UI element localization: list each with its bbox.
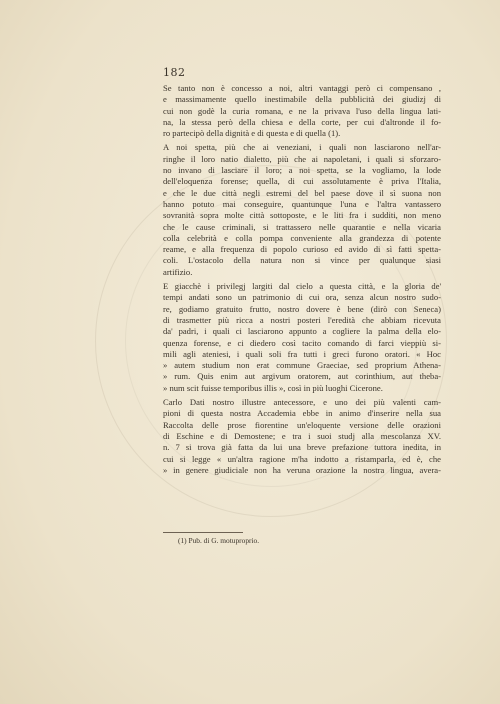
text-line: » rum. Quis enim aut argivum oratorem, aut corinthium, aut theba- — [163, 371, 441, 382]
text-line: na, la stessa però della chiesa e della corte, per cui d'altronde il fo- — [163, 116, 441, 127]
text-line: n. 7 si trova già fatta da lui una breve prefazione tuttora inedita, in — [163, 442, 441, 453]
text-line: da' padri, i quali ci lasciarono appunto a cogliere la palma della elo- — [163, 326, 441, 337]
text-line: reame, e alla frequenza di popolo curioso ed avido di sì fatti spetta- — [163, 244, 441, 255]
text-line: » num scit fuisse temporibus illis », così in più luoghi Cicerone. — [163, 382, 383, 393]
footnote-rule — [163, 532, 243, 533]
text-line: A noi spetta, più che ai veneziani, i quali non lasciarono nell'ar- — [163, 142, 441, 153]
text-line: colla celebrità e colla pompa conveniente alla grandezza di potente — [163, 232, 441, 243]
text-line: pioni di questa nostra Accademia ebbe in animo d'inserire nella sua — [163, 408, 441, 419]
text-line: e massimamente quello inestimabile della pubblicità dei giudizj di — [163, 94, 441, 105]
footnote: (1) Pub. di G. motuproprio. — [178, 536, 260, 545]
text-line: cui non godè la curia romana, e ne la privava l'uso della lingua lati- — [163, 105, 441, 116]
text-line: e che le due città negli estremi del bel paese dove il sì suona non — [163, 187, 441, 198]
text-line: coli. L'ostacolo della natura non si vince per qualunque siasi — [163, 255, 441, 266]
text-line: artifizio. — [163, 266, 193, 277]
text-line: E giacchè i privilegj largiti dal cielo a questa città, e la gloria de' — [163, 281, 441, 292]
text-line: re, godiamo gratuito frutto, nostro dovere è bene (dirò con Seneca) — [163, 303, 441, 314]
text-line: » autem studium non erat commune Graeciae, sed proprium Athena- — [163, 360, 441, 371]
text-line: di Eschine e di Demostene; e tra i suoi studj alla mescolanza XV. — [163, 430, 441, 441]
text-line: di trasmetter più ricca a nostri posteri l'eredità che abbiam ricevuta — [163, 314, 441, 325]
text-line: » in genere giudiciale non ha veruna orazione la nostra lingua, avera- — [163, 464, 441, 475]
page-number: 182 — [163, 66, 186, 79]
text-line: quenza forense, e ci diedero così tacito comando di farci vieppiù si- — [163, 337, 441, 348]
text-line: no invano di lasciare il loro; a noi spetta, se la vogliamo, la lode — [163, 165, 441, 176]
text-line: Se tanto non è concesso a noi, altri vantaggi però ci compensano , — [163, 83, 441, 93]
text-line: che le cause criminali, si trattassero nelle quarantie e nella vicaria — [163, 221, 441, 232]
text-line: Carlo Dati nostro illustre antecessore, e uno dei più valenti cam- — [163, 397, 441, 408]
text-line: mili agli ateniesi, i quali soli fra tutti i greci furono oratori. « Hoc — [163, 348, 441, 359]
text-line: tempi andati sono un patrimonio di cui ora, senza alcun nostro sudo- — [163, 292, 441, 303]
text-line: ro partecipò della dignità e di questa e di quella (1). — [163, 128, 341, 139]
text-line: Raccolta delle prose fiorentine un'eloquente versione delle orazioni — [163, 419, 441, 430]
body-text — [163, 83, 441, 476]
text-line: hanno potuto mai conseguire, quantunque l'una e l'altra vantassero — [163, 198, 441, 209]
text-line: ringhe il loro natio dialetto, più che ai napoletani, i quali si sforzaro- — [163, 153, 441, 164]
text-line: cui si legge « un'altra ragione m'ha indotto a ristamparla, ed è, che — [163, 453, 441, 464]
text-line: sovranità sopra molte città sottoposte, e le liti fra i sudditi, non meno — [163, 210, 441, 221]
text-line: dell'eloquenza forense; quella, di cui assolutamente è priva l'Italia, — [163, 176, 441, 187]
